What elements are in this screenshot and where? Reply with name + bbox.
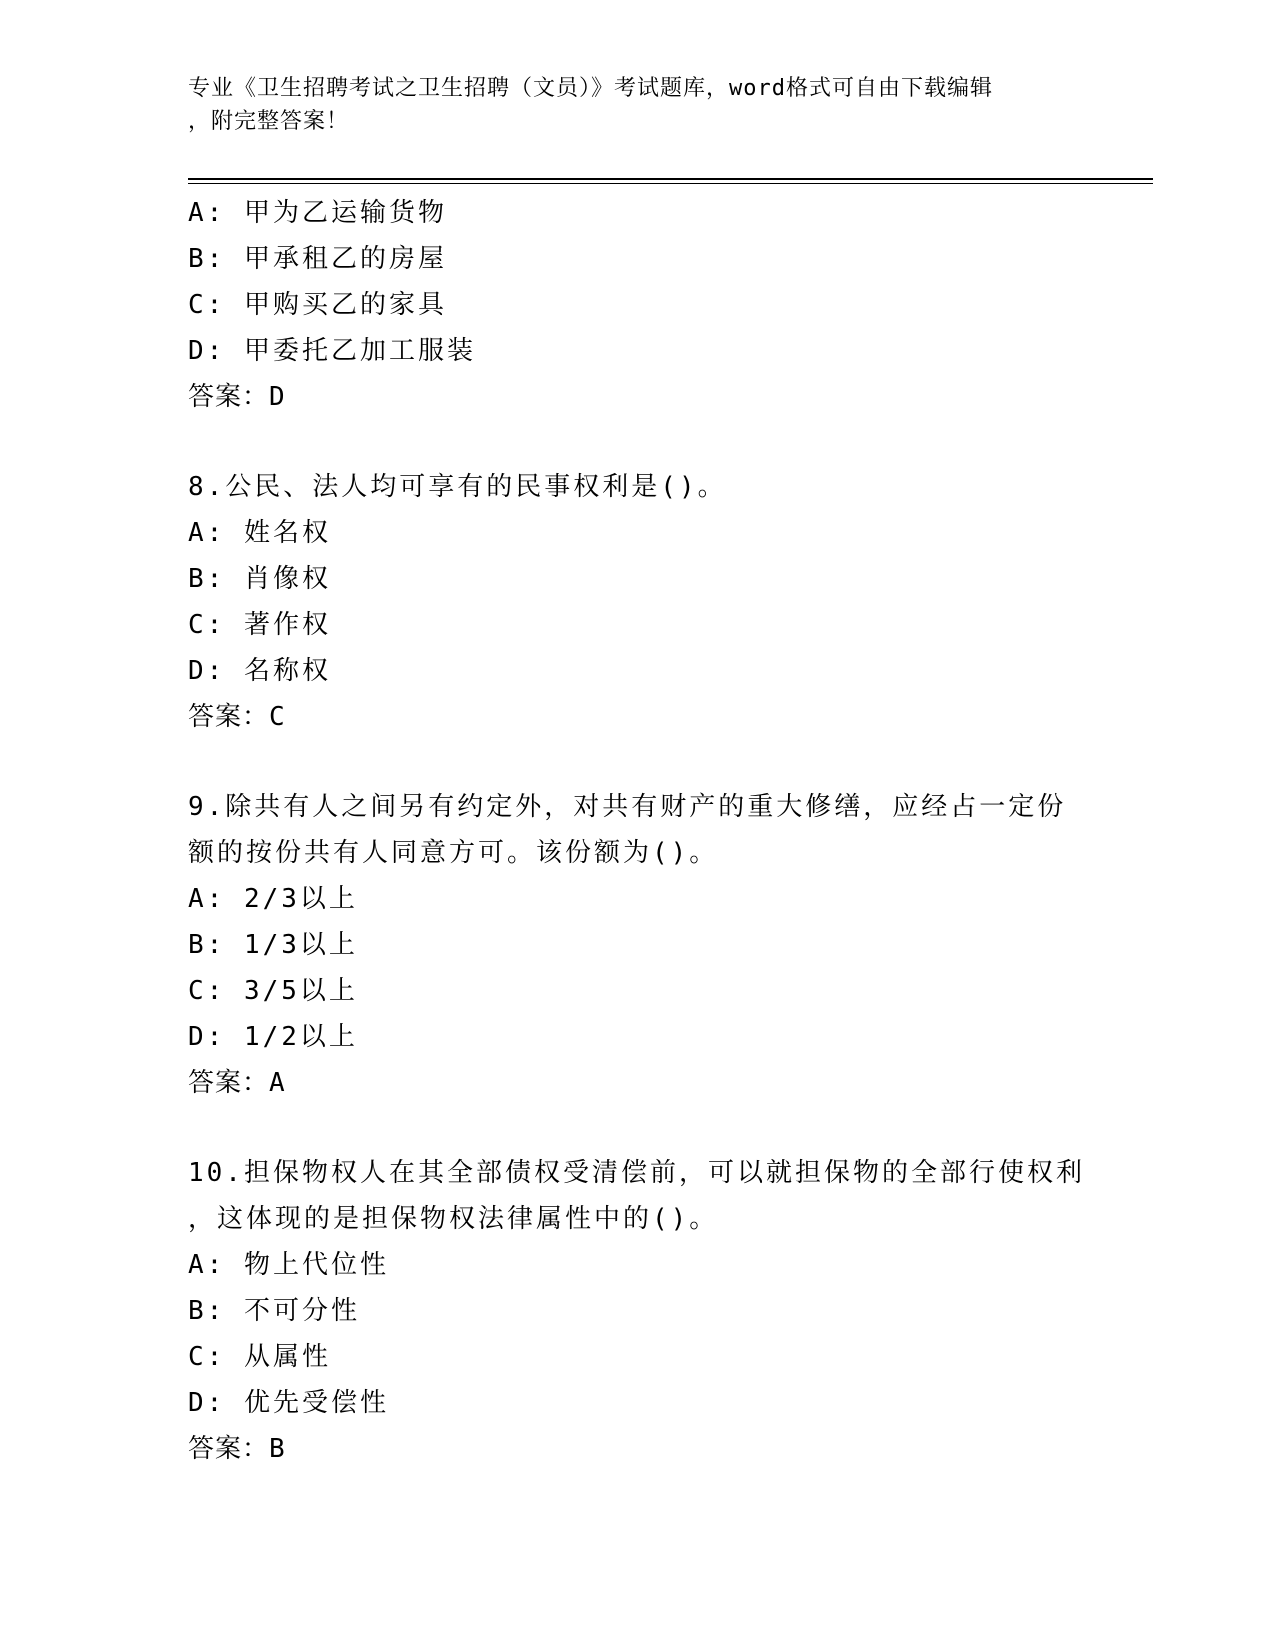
- header-divider-thick: [188, 178, 1153, 180]
- answer: 答案：D: [188, 382, 286, 412]
- question-text: 10.担保物权人在其全部债权受清偿前，可以就担保物的全部行使权利 ，这体现的是担保物权法律属性中的()。: [188, 1158, 1085, 1234]
- option-c: C: 从属性: [188, 1342, 331, 1372]
- answer: 答案：B: [188, 1434, 286, 1464]
- option-d: D: 优先受偿性: [188, 1388, 389, 1418]
- answer: 答案：A: [188, 1068, 286, 1098]
- question-8: [188, 464, 1088, 740]
- option-b: B: 甲承租乙的房屋: [188, 244, 447, 274]
- option-b: B: 肖像权: [188, 564, 331, 594]
- option-c: C: 著作权: [188, 610, 331, 640]
- header-divider-thin: [188, 183, 1153, 184]
- option-b: B: 1/3以上: [188, 930, 358, 960]
- document-header: [188, 72, 1068, 138]
- question-text: 8.公民、法人均可享有的民事权利是()。: [188, 472, 727, 502]
- answer: 答案：C: [188, 702, 286, 732]
- question-list: [188, 190, 1088, 1472]
- question-10: [188, 1150, 1088, 1472]
- option-d: D: 1/2以上: [188, 1022, 358, 1052]
- question-9: [188, 784, 1088, 1106]
- option-a: A: 2/3以上: [188, 884, 358, 914]
- option-c: C: 3/5以上: [188, 976, 358, 1006]
- header-line-1: 专业《卫生招聘考试之卫生招聘（文员）》考试题库，word格式可自由下载编辑: [188, 76, 993, 101]
- option-d: D: 甲委托乙加工服装: [188, 336, 476, 366]
- option-b: B: 不可分性: [188, 1296, 360, 1326]
- option-a: A: 姓名权: [188, 518, 331, 548]
- option-c: C: 甲购买乙的家具: [188, 290, 447, 320]
- option-d: D: 名称权: [188, 656, 331, 686]
- question-text: 9.除共有人之间另有约定外，对共有财产的重大修缮，应经占一定份 额的按份共有人同意方可。该份额为()。: [188, 792, 1067, 868]
- question-7-continued: [188, 190, 1088, 420]
- option-a: A: 甲为乙运输货物: [188, 198, 447, 228]
- header-line-2: ，附完整答案！: [188, 109, 350, 134]
- option-a: A: 物上代位性: [188, 1250, 389, 1280]
